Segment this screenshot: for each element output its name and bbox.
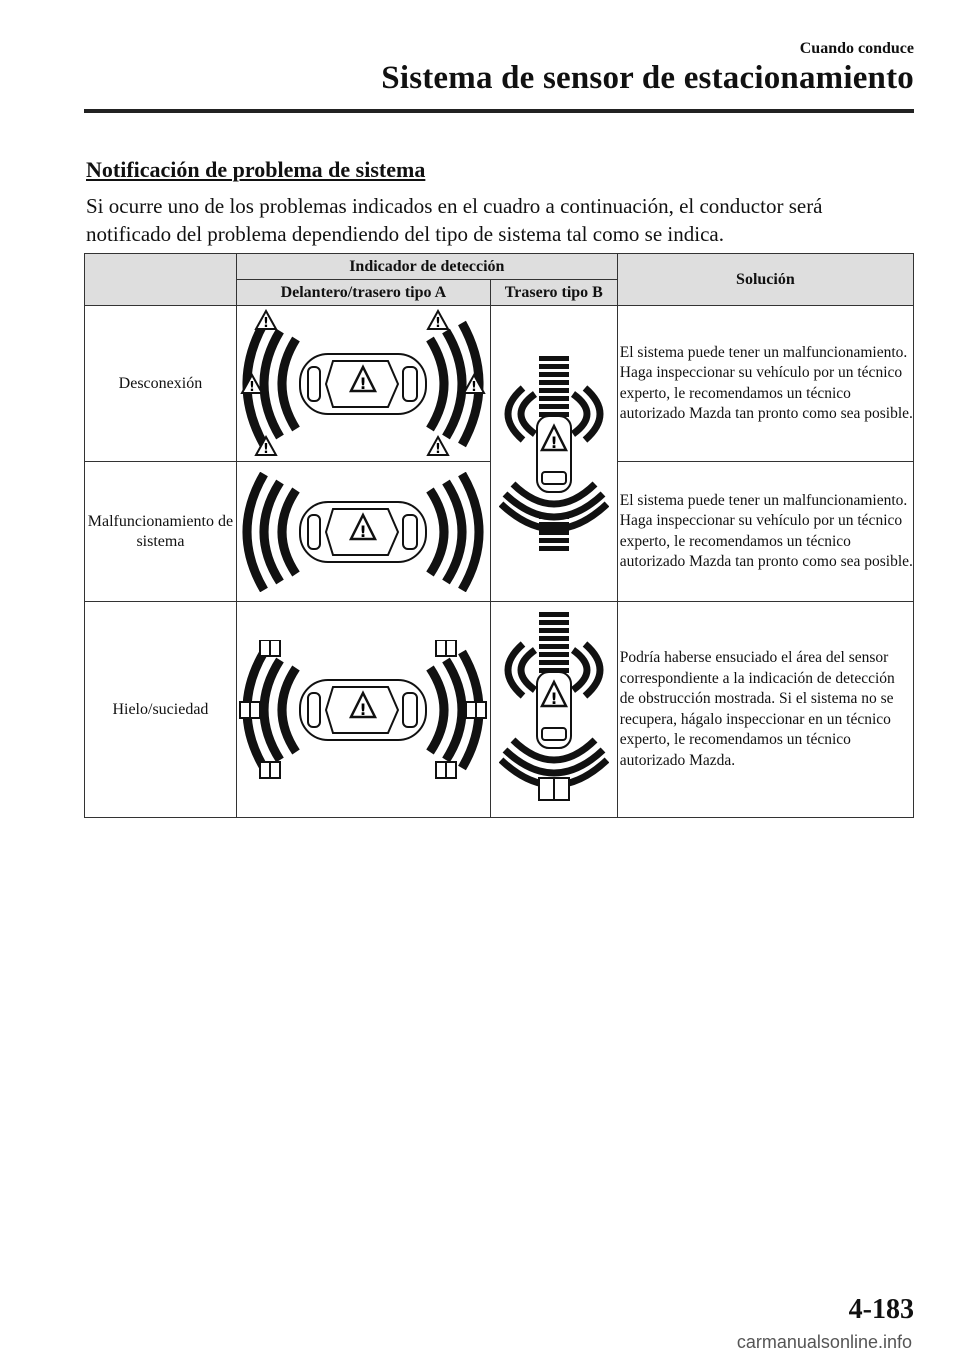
chapter-label: Cuando conduce bbox=[799, 40, 914, 57]
type-b-rear-diagram bbox=[499, 354, 609, 554]
svg-text:!: ! bbox=[263, 441, 270, 457]
rear-sensor-arcs bbox=[430, 474, 479, 590]
solution-ice-dirt: Podría haberse ensuciado el área del sensor correspondiente a la indicación de detección de obstrucción mostrada. Si el sistema no se recupera, hágalo inspeccionar en un técnico experto, le recomendamos un técnico autorizado Mazda. bbox=[617, 602, 913, 818]
type-a-figure-ice-dirt bbox=[236, 602, 490, 818]
svg-text:!: ! bbox=[435, 441, 442, 457]
svg-text:!: ! bbox=[249, 379, 256, 395]
type-b-ice-dirt-diagram bbox=[499, 610, 609, 810]
header-solution: Solución bbox=[617, 254, 913, 306]
watermark: carmanualsonline.info bbox=[736, 1332, 912, 1352]
row-label-ice-dirt: Hielo/suciedad bbox=[85, 602, 237, 818]
type-b-figure-ice-dirt bbox=[490, 602, 617, 818]
upper-sensor-bars bbox=[539, 612, 569, 673]
page-title: Sistema de sensor de estacionamiento bbox=[381, 60, 914, 96]
svg-text:!: ! bbox=[471, 379, 478, 395]
solution-disconnect: El sistema puede tener un malfuncionamiento. Haga inspeccionar su vehículo por un técnico experto, le recomendamos un técnico autorizado Mazda tan pronto como sea posible. bbox=[617, 306, 913, 462]
section-title: Notificación de problema de sistema bbox=[86, 157, 426, 182]
type-b-figure-disconnect-malfunction bbox=[490, 306, 617, 602]
header-type-b: Trasero tipo B bbox=[490, 280, 617, 306]
front-sensor-arcs bbox=[247, 474, 296, 590]
svg-text:!: ! bbox=[550, 688, 558, 708]
header-type-a: Delantero/trasero tipo A bbox=[236, 280, 490, 306]
svg-text:!: ! bbox=[359, 521, 368, 541]
type-a-malfunction-diagram bbox=[238, 472, 488, 592]
svg-text:!: ! bbox=[550, 432, 558, 452]
svg-text:!: ! bbox=[435, 315, 442, 331]
row-label-disconnect: Desconexión bbox=[85, 306, 237, 462]
svg-text:!: ! bbox=[359, 373, 368, 393]
type-a-figure-disconnect bbox=[236, 306, 490, 462]
solution-malfunction: El sistema puede tener un malfuncionamiento. Haga inspeccionar su vehículo por un técnico experto, le recomendamos un técnico autorizado Mazda tan pronto como sea posible. bbox=[617, 462, 913, 602]
header-empty-cell bbox=[85, 254, 237, 306]
upper-sensor-bars bbox=[539, 356, 569, 417]
header-detection-indicator: Indicador de detección bbox=[236, 254, 617, 280]
svg-text:!: ! bbox=[263, 315, 270, 331]
page-number: 4-183 bbox=[848, 1294, 914, 1325]
header-divider bbox=[84, 109, 914, 113]
type-a-disconnect-diagram bbox=[238, 309, 488, 459]
row-label-malfunction: Malfuncionamiento de sistema bbox=[85, 462, 237, 602]
detection-table bbox=[84, 253, 914, 818]
svg-text:!: ! bbox=[359, 699, 368, 719]
type-a-ice-dirt-diagram bbox=[238, 640, 488, 780]
manual-book-icon bbox=[539, 778, 569, 800]
type-a-figure-malfunction bbox=[236, 462, 490, 602]
section-intro: Si ocurre uno de los problemas indicados en el cuadro a continuación, el conductor será notificado del problema dependiendo del tipo de sistema tal como se indica. bbox=[86, 194, 823, 246]
